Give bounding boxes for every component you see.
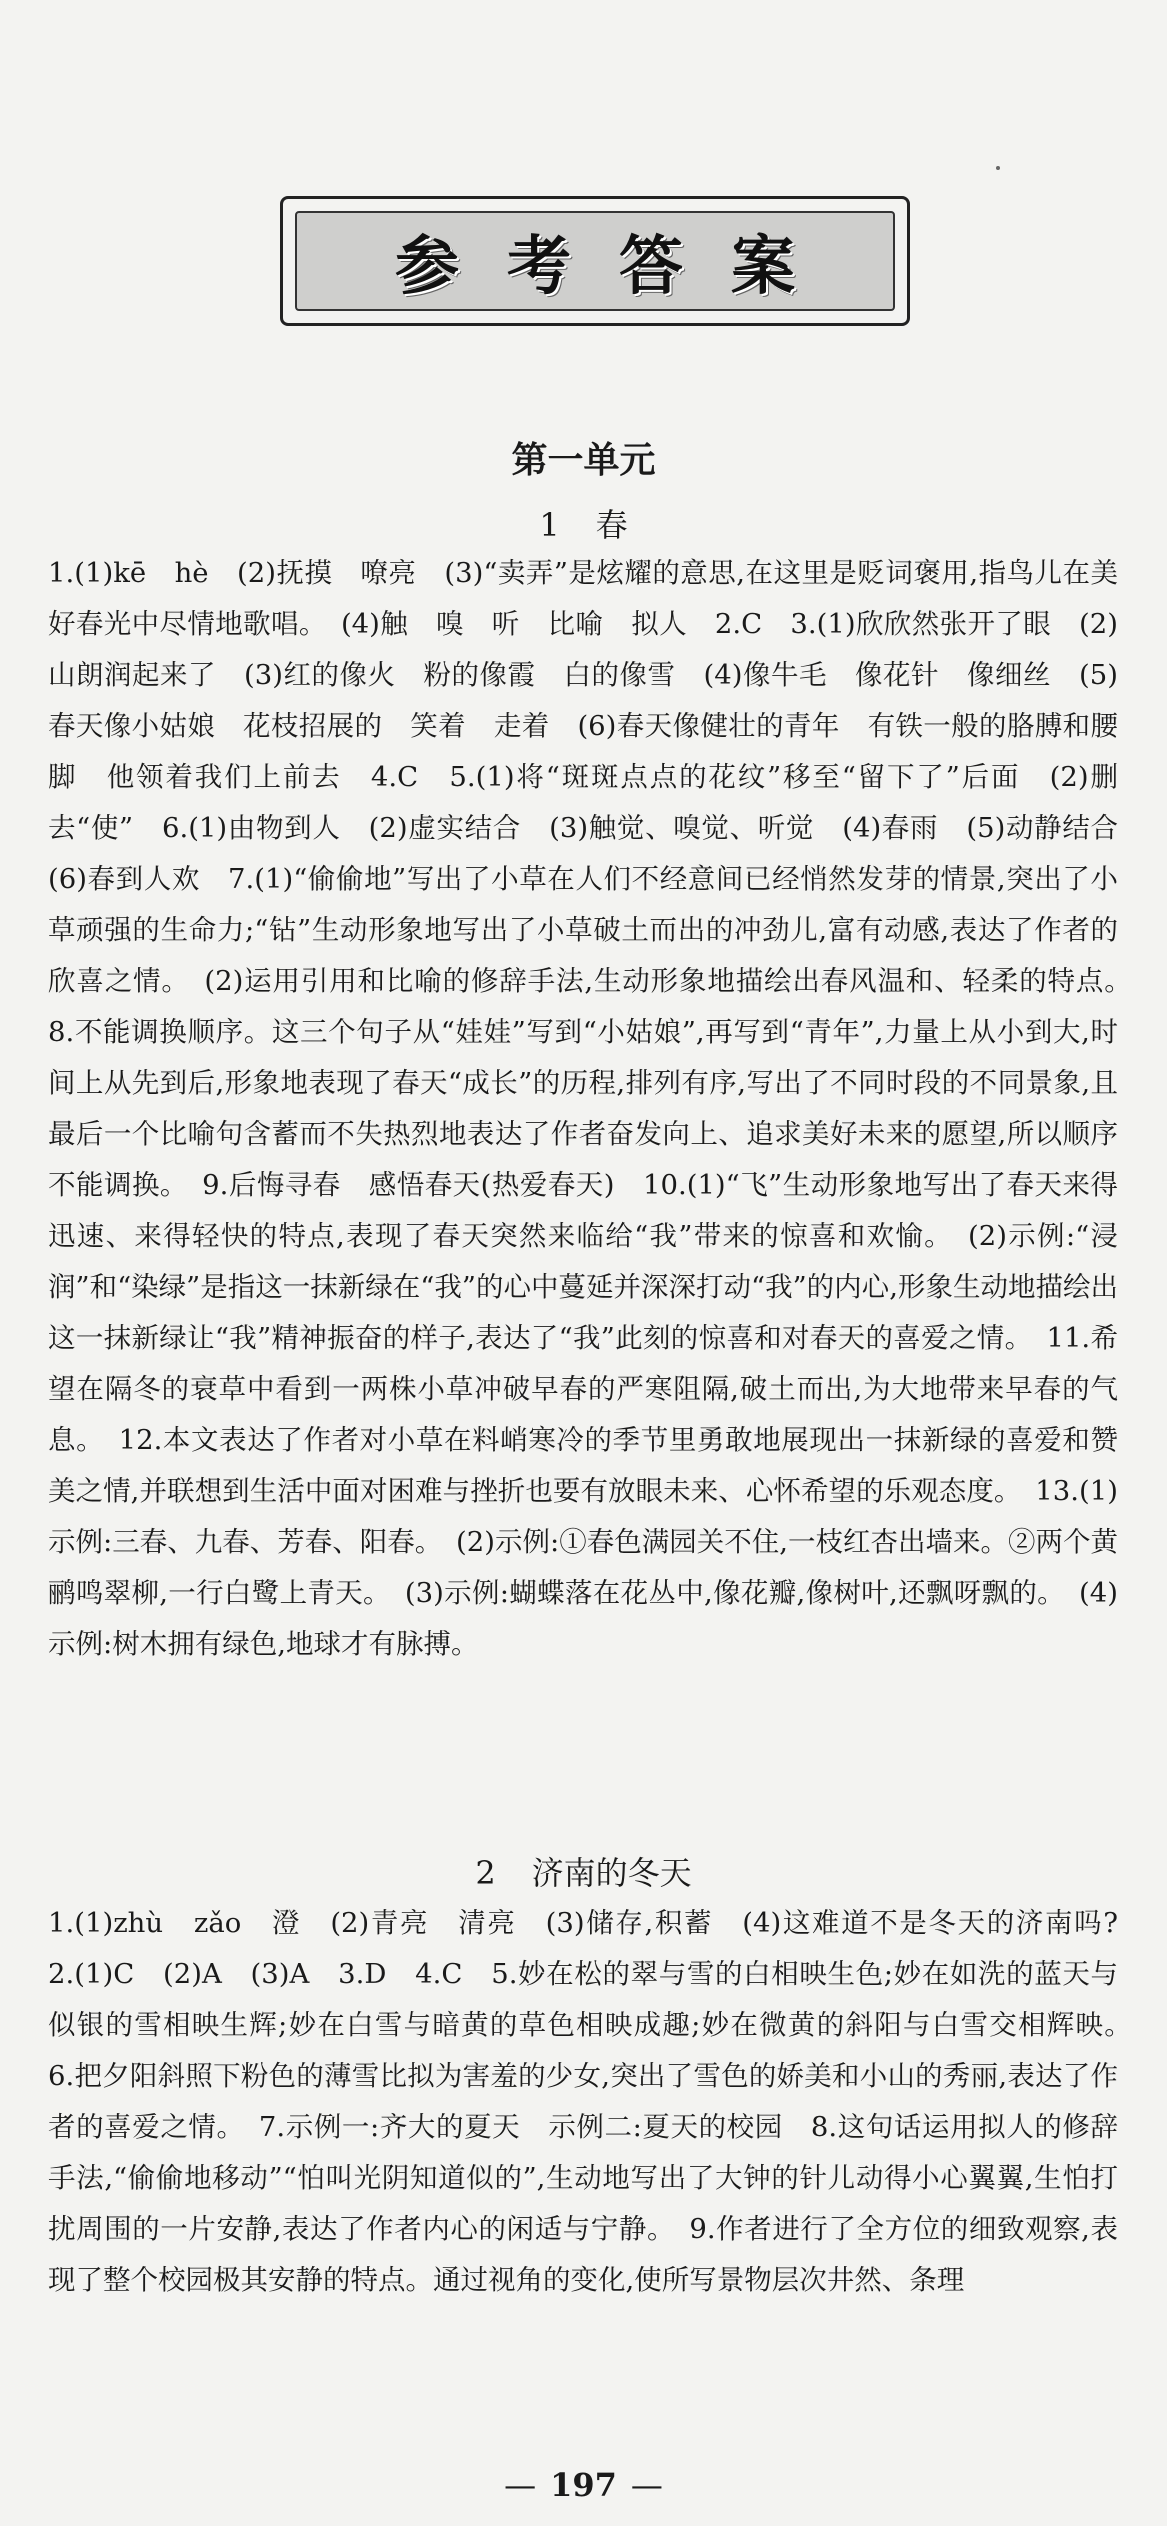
lesson-1-number: 1 <box>539 506 560 544</box>
title-banner <box>280 196 910 326</box>
page-speck <box>996 166 1000 170</box>
lesson-1-answers: 1.(1)kē hè (2)抚摸 嘹亮 (3)“卖弄”是炫耀的意思,在这里是贬词褒用,指鸟儿在美好春光中尽情地歌唱。 (4)触 嗅 听 比喻 拟人 2.C 3.(1)欣欣然张开了眼 (2)山朗润起来了 (3)红的像火 粉的像霞 白的像雪 (4)像牛毛 像花针 像细丝 (5)春天像小姑娘 花枝招展的 笑着 走着 (6)春天像健壮的青年 有铁一般的胳膊和腰脚 他领着我们上前去 4.C 5.(1)将“斑斑点点的花纹”移至“留下了”后面 (2)删去“使” 6.(1)由物到人 (2)虚实结合 (3)触觉、嗅觉、听觉 (4)春雨 (5)动静结合 (6)春到人欢 7.(1)“偷偷地”写出了小草在人们不经意间已经悄然发芽的情景,突出了小草顽强的生命力;“钻”生动形象地写出了小草破土而出的冲劲儿,富有动感,表达了作者的欣喜之情。 (2)运用引用和比喻的修辞手法,生动形象地描绘出春风温和、轻柔的特点。 8.不能调换顺序。这三个句子从“娃娃”写到“小姑娘”,再写到“青年”,力量上从小到大,时间上从先到后,形象地表现了春天“成长”的历程,排列有序,写出了不同时段的不同景象,且最后一个比喻句含蓄而不失热烈地表达了作者奋发向上、追求美好未来的愿望,所以顺序不能调换。 9.后悔寻春 感悟春天(热爱春天) 10.(1)“飞”生动形象地写出了春天来得迅速、来得轻快的特点,表现了春天突然来临给“我”带来的惊喜和欢愉。 (2)示例:“浸润”和“染绿”是指这一抹新绿在“我”的心中蔓延并深深打动“我”的内心,形象生动地描绘出这一抹新绿让“我”精神振奋的样子,表达了“我”此刻的惊喜和对春天的喜爱之情。 11.希望在隔冬的衰草中看到一两株小草冲破早春的严寒阻隔,破土而出,为大地带来早春的气息。 12.本文表达了作者对小草在料峭寒冷的季节里勇敢地展现出一抹新绿的喜爱和赞美之情,并联想到生活中面对困难与挫折也要有放眼未来、心怀希望的乐观态度。 13.(1)示例:三春、九春、芳春、阳春。 (2)示例:①春色满园关不住,一枝红杏出墙来。②两个黄鹂鸣翠柳,一行白鹭上青天。 (3)示例:蝴蝶落在花丛中,像花瓣,像树叶,还飘呀飘的。 (4)示例:树木拥有绿色,地球才有脉搏。 <box>48 557 1146 1660</box>
lesson-1-heading <box>0 500 1167 546</box>
lesson-1-title: 春 <box>595 506 628 544</box>
unit-heading: 第一单元 <box>511 440 656 481</box>
lesson-2-title: 济南的冬天 <box>531 1854 692 1892</box>
title-banner-inner <box>295 211 895 311</box>
page-number: — 197 — <box>504 2466 663 2504</box>
lesson-2-number: 2 <box>475 1854 496 1892</box>
lesson-2-heading <box>0 1848 1167 1894</box>
page-title: 参考答案 <box>395 230 843 304</box>
lesson-2-answers: 1.(1)zhù zǎo 澄 (2)青亮 清亮 (3)储存,积蓄 (4)这难道不是冬天的济南吗? 2.(1)C (2)A (3)A 3.D 4.C 5.妙在松的翠与雪的白相映生色;妙在如洗的蓝天与似银的雪相映生辉;妙在白雪与暗黄的草色相映成趣;妙在微黄的斜阳与白雪交相辉映。 6.把夕阳斜照下粉色的薄雪比拟为害羞的少女,突出了雪色的娇美和小山的秀丽,表达了作者的喜爱之情。 7.示例一:齐大的夏天 示例二:夏天的校园 8.这句话运用拟人的修辞手法,“偷偷地移动”“怕叫光阴知道似的”,生动地写出了大钟的针儿动得小心翼翼,生怕打扰周围的一片安静,表达了作者内心的闲适与宁静。 9.作者进行了全方位的细致观察,表现了整个校园极其安静的特点。通过视角的变化,使所写景物层次井然、条理 <box>48 1907 1146 2296</box>
page-number-value: 197 <box>550 2466 617 2504</box>
